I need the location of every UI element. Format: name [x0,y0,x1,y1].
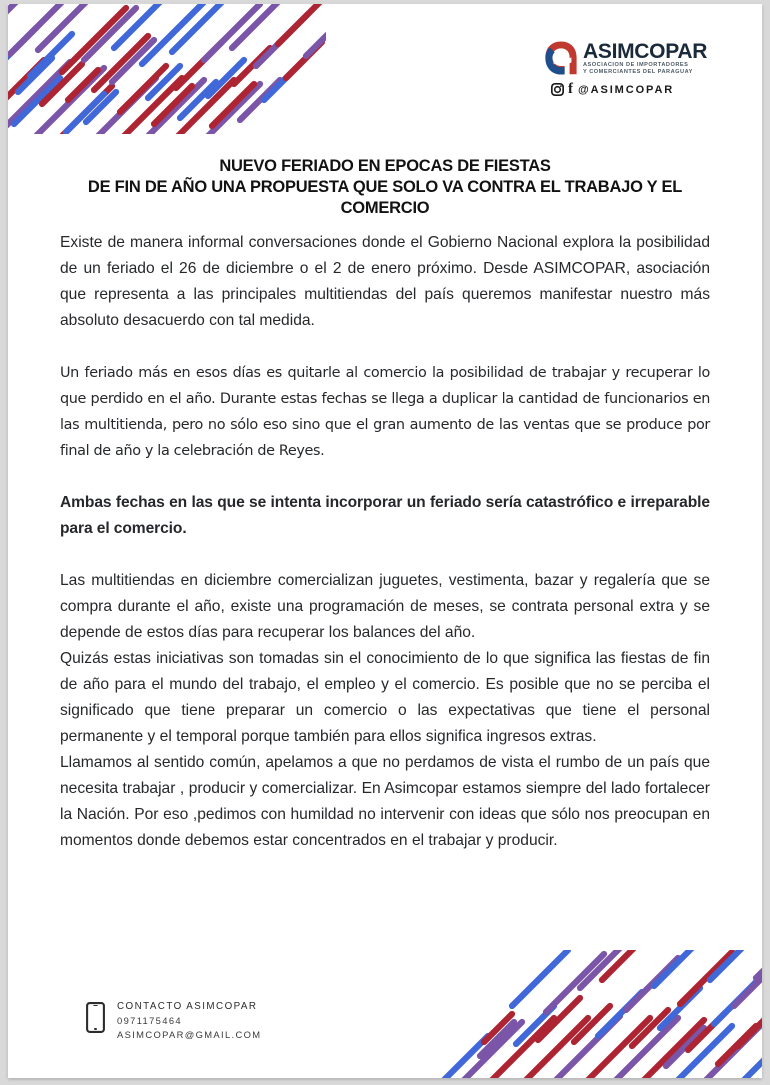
logo-row [544,40,716,76]
page-title [46,156,724,219]
paragraph-spacer [60,464,710,490]
logo-subtitle-line2: Y COMERCIANTES DEL PARAGUAY [583,68,693,75]
title-line-3: COMERCIO [340,199,430,217]
contact-text-lines [117,1000,261,1040]
paragraph-3-emphasis: Ambas fechas en las que se intenta incorporar un feriado sería catastrófico e irreparable para el comercio. [60,494,710,537]
facebook-icon[interactable]: f [568,81,573,97]
asimcopar-logo-mark-icon [544,40,578,76]
document-page [8,4,762,1078]
paragraph-4: Las multitiendas en diciembre comercializan juguetes, vestimenta, bazar y regalería que se compra durante el año, existe una programación de meses, se contrata personal extra y se depende de estos días para recuperar los balances del año. [60,572,710,641]
social-handle: @ASIMCOPAR [578,83,675,96]
contact-block [86,1000,261,1040]
logo-subtitle-line1: ASOCIACION DE IMPORTADORES [583,61,689,68]
title-line-1: NUEVO FERIADO EN EPOCAS DE FIESTAS [219,157,551,175]
paragraph-2: Un feriado más en esos días es quitarle al comercio la posibilidad de trabajar y recuperar lo que perdido en el año. Durante estas fechas se llega a duplicar la cantidad de funcionarios en las multitienda, pero no sólo eso sino que el gran aumento de las ventas que se produce por final de año y la celebración de Reyes. [60,365,710,459]
smartphone-icon [86,1002,105,1033]
paragraph-spacer [60,542,710,568]
instagram-icon[interactable] [551,83,564,96]
decorative-stripes-top-left [8,4,326,134]
contact-label: CONTACTO ASIMCOPAR [117,1001,258,1012]
title-line-2: DE FIN DE AÑO UNA PROPUESTA QUE SOLO VA CONTRA EL TRABAJO Y EL [87,178,683,196]
social-handles-row [551,83,716,96]
decorative-stripes-bottom-right [426,950,762,1078]
logo-name: ASIMCOPAR [583,39,708,63]
brand-logo-block [544,40,716,96]
contact-phone: 0971175464 [117,1015,182,1026]
paragraph-1: Existe de manera informal conversaciones donde el Gobierno Nacional explora la posibilidad de un feriado el 26 de diciembre o el 2 de enero próximo. Desde ASIMCOPAR, asociación que representa a las principales multitiendas del país queremos manifestar nuestro más absoluto desacuerdo con tal medida. [60,234,710,329]
paragraph-spacer [60,334,710,360]
paragraph-5: Quizás estas iniciativas son tomadas sin el conocimiento de lo que significa las fiestas de fin de año para el mundo del trabajo, el empleo y el comercio. Es posible que no se perciba el significado que tiene preparar un comercio o las expectativas que tiene el personal permanente y el temporal porque también para ellos significa ingresos extras. [60,650,710,745]
logo-wordmark [583,41,707,76]
contact-email: ASIMCOPAR@GMAIL.COM [117,1029,262,1040]
document-body [60,230,710,854]
paragraph-6: Llamamos al sentido común, apelamos a que no perdamos de vista el rumbo de un país que necesita trabajar , producir y comercializar. En Asimcopar estamos siempre del lado fortalecer la Nación. Por eso ,pedimos con humildad no intervenir con ideas que sólo nos preocupan en momentos donde debemos estar concentrados en el trabajar y producir. [60,754,710,849]
